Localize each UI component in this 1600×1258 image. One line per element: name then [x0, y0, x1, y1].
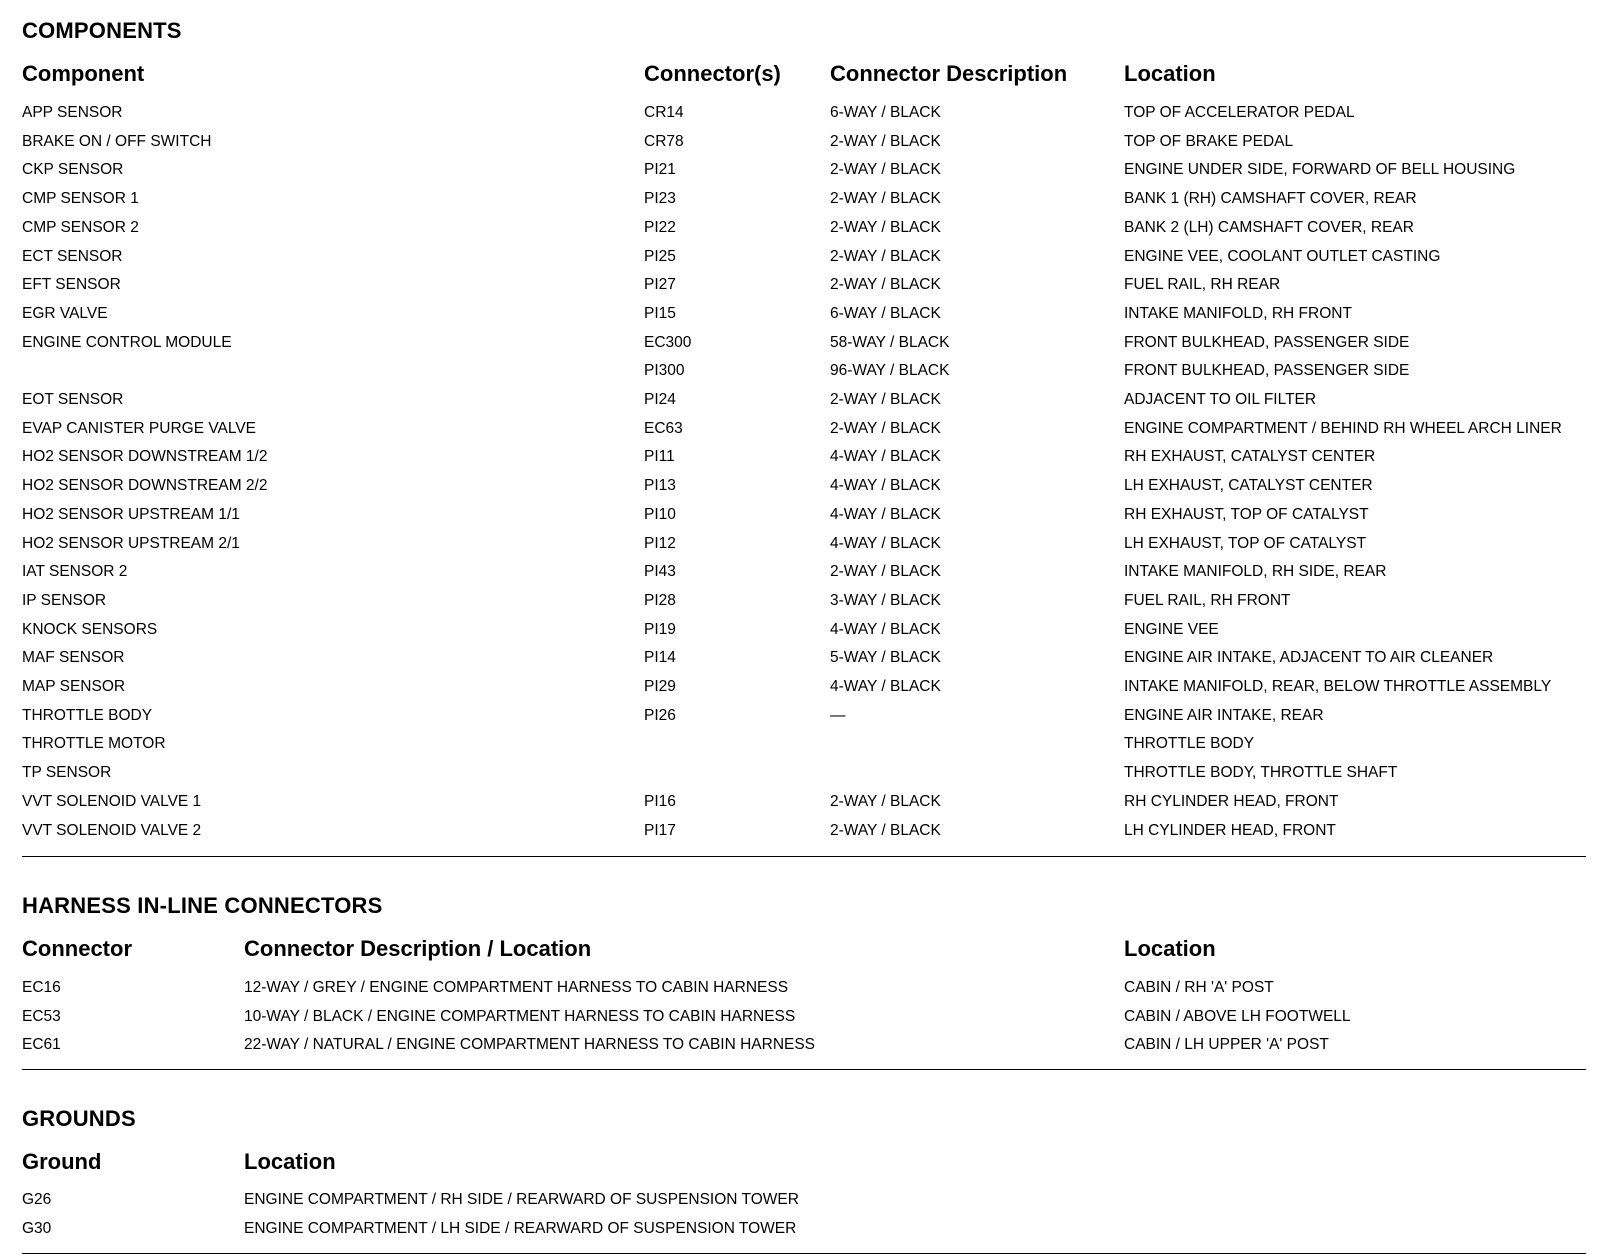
component-location: THROTTLE BODY, THROTTLE SHAFT [1124, 764, 1398, 782]
component-connector-description: 4-WAY / BLACK [830, 678, 941, 695]
component-name: MAP SENSOR [22, 678, 126, 695]
component-connector-description: 2-WAY / BLACK [830, 161, 941, 179]
grounds-header-ground: Ground [22, 1149, 102, 1174]
harness-location: CABIN / LH UPPER 'A' POST [1124, 1036, 1329, 1054]
component-connector: PI25 [644, 247, 676, 265]
component-name: EGR VALVE [22, 304, 108, 322]
component-name: CKP SENSOR [22, 161, 124, 179]
component-location: FUEL RAIL, RH FRONT [1124, 591, 1291, 609]
component-connector: PI19 [644, 620, 676, 638]
component-location: THROTTLE BODY [1124, 735, 1255, 753]
component-connector: PI12 [644, 534, 676, 552]
harness-connector: EC61 [22, 1036, 61, 1054]
component-location: ENGINE UNDER SIDE, FORWARD OF BELL HOUSING [1124, 161, 1516, 179]
component-name: ENGINE CONTROL MODULE [22, 333, 232, 351]
harness-header-connector: Connector [22, 936, 132, 961]
component-connector-description: 6-WAY / BLACK [830, 304, 941, 322]
component-name: HO2 SENSOR DOWNSTREAM 1/2 [22, 448, 268, 466]
component-location: ENGINE AIR INTAKE, REAR [1124, 706, 1324, 724]
harness-header-location: Location [1124, 936, 1216, 961]
component-connector-description: 4-WAY / BLACK [830, 505, 941, 523]
component-connector-description: 4-WAY / BLACK [830, 448, 941, 466]
component-location: RH CYLINDER HEAD, FRONT [1124, 792, 1339, 810]
grounds-table-row [0, 1215, 1600, 1243]
harness-description: 10-WAY / BLACK / ENGINE COMPARTMENT HARNESS TO CABIN HARNESS [244, 1007, 796, 1025]
components-table-row [0, 99, 1600, 127]
component-connector-description: 2-WAY / BLACK [830, 132, 941, 150]
components-table-row [0, 673, 1600, 701]
component-connector-description: 2-WAY / BLACK [830, 821, 941, 839]
components-table-row [0, 644, 1600, 672]
component-connector: PI26 [644, 706, 676, 724]
component-location: INTAKE MANIFOLD, RH SIDE, REAR [1124, 563, 1387, 581]
component-connector-description: 4-WAY / BLACK [830, 534, 941, 552]
component-name: HO2 SENSOR DOWNSTREAM 2/2 [22, 477, 268, 495]
component-connector: PI23 [644, 190, 676, 208]
component-name: THROTTLE MOTOR [22, 735, 166, 753]
component-name: VVT SOLENOID VALVE 2 [22, 821, 202, 839]
component-connector-description: 2-WAY / BLACK [830, 391, 941, 408]
components-table-row [0, 386, 1600, 414]
component-name: TP SENSOR [22, 764, 112, 782]
components-section-title: COMPONENTS [22, 18, 182, 43]
component-name: THROTTLE BODY [22, 706, 153, 724]
component-location: RH EXHAUST, TOP OF CATALYST [1124, 505, 1369, 523]
components-header-location: Location [1124, 61, 1216, 86]
component-location: BANK 2 (LH) CAMSHAFT COVER, REAR [1124, 218, 1414, 236]
components-table-row [0, 300, 1600, 328]
component-location: FRONT BULKHEAD, PASSENGER SIDE [1124, 362, 1410, 380]
component-connector: PI27 [644, 276, 676, 294]
component-connector-description: 4-WAY / BLACK [830, 477, 941, 495]
grounds-section-title: GROUNDS [22, 1106, 136, 1131]
component-connector: PI16 [644, 792, 676, 810]
component-connector: CR78 [644, 132, 684, 150]
components-table-row [0, 616, 1600, 644]
components-table-row [0, 185, 1600, 213]
component-connector: EC300 [644, 333, 692, 351]
component-location: BANK 1 (RH) CAMSHAFT COVER, REAR [1124, 190, 1417, 208]
component-connector: PI11 [644, 448, 675, 466]
harness-location: CABIN / RH 'A' POST [1124, 979, 1274, 996]
harness-table-row [0, 1031, 1600, 1059]
harness-table-row [0, 1003, 1600, 1031]
ground-location: ENGINE COMPARTMENT / LH SIDE / REARWARD OF SUSPENSION TOWER [244, 1219, 797, 1237]
ground-location: ENGINE COMPARTMENT / RH SIDE / REARWARD OF SUSPENSION TOWER [244, 1191, 799, 1208]
component-connector-description: 2-WAY / BLACK [830, 563, 941, 581]
component-name: BRAKE ON / OFF SWITCH [22, 132, 212, 150]
component-connector: PI24 [644, 391, 676, 408]
components-table-row [0, 357, 1600, 385]
components-table-row [0, 702, 1600, 730]
grounds-divider [22, 1253, 1586, 1254]
component-location: LH CYLINDER HEAD, FRONT [1124, 821, 1336, 839]
components-table-row [0, 730, 1600, 758]
harness-divider [22, 1069, 1586, 1070]
component-name: ECT SENSOR [22, 247, 123, 265]
components-table-row [0, 788, 1600, 816]
components-table-row [0, 271, 1600, 299]
component-connector-description: 2-WAY / BLACK [830, 419, 941, 437]
component-location: TOP OF ACCELERATOR PEDAL [1124, 104, 1355, 121]
harness-connector: EC16 [22, 979, 61, 996]
component-connector-description: 96-WAY / BLACK [830, 362, 950, 380]
components-table-row [0, 329, 1600, 357]
component-connector: EC63 [644, 419, 683, 437]
component-name: KNOCK SENSORS [22, 620, 158, 638]
ground-id: G26 [22, 1191, 52, 1208]
component-connector: PI21 [644, 161, 676, 179]
component-connector: PI28 [644, 591, 676, 609]
component-connector-description: 2-WAY / BLACK [830, 218, 941, 236]
component-connector-description: 2-WAY / BLACK [830, 792, 941, 810]
components-table-row [0, 759, 1600, 787]
component-location: LH EXHAUST, CATALYST CENTER [1124, 477, 1373, 495]
component-location: ENGINE AIR INTAKE, ADJACENT TO AIR CLEANER [1124, 649, 1494, 667]
component-location: INTAKE MANIFOLD, REAR, BELOW THROTTLE ASSEMBLY [1124, 678, 1552, 695]
component-location: ENGINE VEE [1124, 620, 1219, 638]
component-location: ADJACENT TO OIL FILTER [1124, 391, 1317, 408]
components-table-row [0, 558, 1600, 586]
component-connector-description: 2-WAY / BLACK [830, 276, 941, 294]
harness-description: 22-WAY / NATURAL / ENGINE COMPARTMENT HARNESS TO CABIN HARNESS [244, 1036, 816, 1054]
grounds-header-location: Location [244, 1149, 336, 1174]
component-location: TOP OF BRAKE PEDAL [1124, 132, 1294, 150]
harness-table-row [0, 974, 1600, 1002]
component-name: HO2 SENSOR UPSTREAM 1/1 [22, 505, 240, 523]
components-table-row [0, 443, 1600, 471]
components-table-row [0, 243, 1600, 271]
component-connector: PI29 [644, 678, 676, 695]
component-location: INTAKE MANIFOLD, RH FRONT [1124, 304, 1352, 322]
component-connector: PI43 [644, 563, 676, 581]
component-name: EVAP CANISTER PURGE VALVE [22, 419, 257, 437]
component-connector: PI10 [644, 505, 676, 523]
harness-section-title: HARNESS IN-LINE CONNECTORS [22, 893, 383, 918]
components-table-row [0, 128, 1600, 156]
components-table-row [0, 817, 1600, 845]
components-header-component: Component [22, 61, 145, 86]
components-table-row [0, 214, 1600, 242]
component-connector-description: 2-WAY / BLACK [830, 247, 941, 265]
component-connector: PI300 [644, 362, 685, 380]
component-name: EOT SENSOR [22, 391, 124, 408]
component-connector-description: 2-WAY / BLACK [830, 190, 941, 208]
component-connector: PI14 [644, 649, 676, 667]
component-name: CMP SENSOR 2 [22, 218, 139, 236]
components-table-row [0, 530, 1600, 558]
component-connector-description: — [830, 706, 846, 724]
components-table-row [0, 472, 1600, 500]
grounds-table-row [0, 1186, 1600, 1214]
harness-connector: EC53 [22, 1007, 61, 1025]
component-connector: PI13 [644, 477, 676, 495]
component-name: CMP SENSOR 1 [22, 190, 139, 208]
component-name: IAT SENSOR 2 [22, 563, 128, 581]
components-header-description: Connector Description [830, 61, 1068, 86]
component-location: RH EXHAUST, CATALYST CENTER [1124, 448, 1376, 466]
components-header-connectors: Connector(s) [644, 61, 781, 86]
component-location: FRONT BULKHEAD, PASSENGER SIDE [1124, 333, 1410, 351]
component-connector-description: 5-WAY / BLACK [830, 649, 941, 667]
component-name: MAF SENSOR [22, 649, 125, 667]
component-connector: PI22 [644, 218, 676, 236]
component-location: ENGINE VEE, COOLANT OUTLET CASTING [1124, 247, 1441, 265]
components-table-row [0, 415, 1600, 443]
component-connector-description: 3-WAY / BLACK [830, 591, 941, 609]
components-table-row [0, 501, 1600, 529]
component-connector: PI17 [644, 821, 676, 839]
component-connector-description: 4-WAY / BLACK [830, 620, 941, 638]
component-location: ENGINE COMPARTMENT / BEHIND RH WHEEL ARCH LINER [1124, 419, 1562, 437]
component-connector-description: 6-WAY / BLACK [830, 104, 941, 121]
ground-id: G30 [22, 1219, 52, 1237]
component-location: LH EXHAUST, TOP OF CATALYST [1124, 534, 1367, 552]
component-connector-description: 58-WAY / BLACK [830, 333, 950, 351]
components-table-row [0, 587, 1600, 615]
harness-header-description: Connector Description / Location [244, 936, 592, 961]
harness-description: 12-WAY / GREY / ENGINE COMPARTMENT HARNESS TO CABIN HARNESS [244, 979, 789, 996]
component-name: HO2 SENSOR UPSTREAM 2/1 [22, 534, 240, 552]
harness-location: CABIN / ABOVE LH FOOTWELL [1124, 1007, 1351, 1025]
component-name: APP SENSOR [22, 104, 123, 121]
component-connector: CR14 [644, 104, 684, 121]
component-name: EFT SENSOR [22, 276, 121, 294]
component-location: FUEL RAIL, RH REAR [1124, 276, 1281, 294]
components-table-row [0, 156, 1600, 184]
component-name: IP SENSOR [22, 591, 107, 609]
component-name: VVT SOLENOID VALVE 1 [22, 792, 202, 810]
components-divider [22, 856, 1586, 857]
component-connector: PI15 [644, 304, 676, 322]
